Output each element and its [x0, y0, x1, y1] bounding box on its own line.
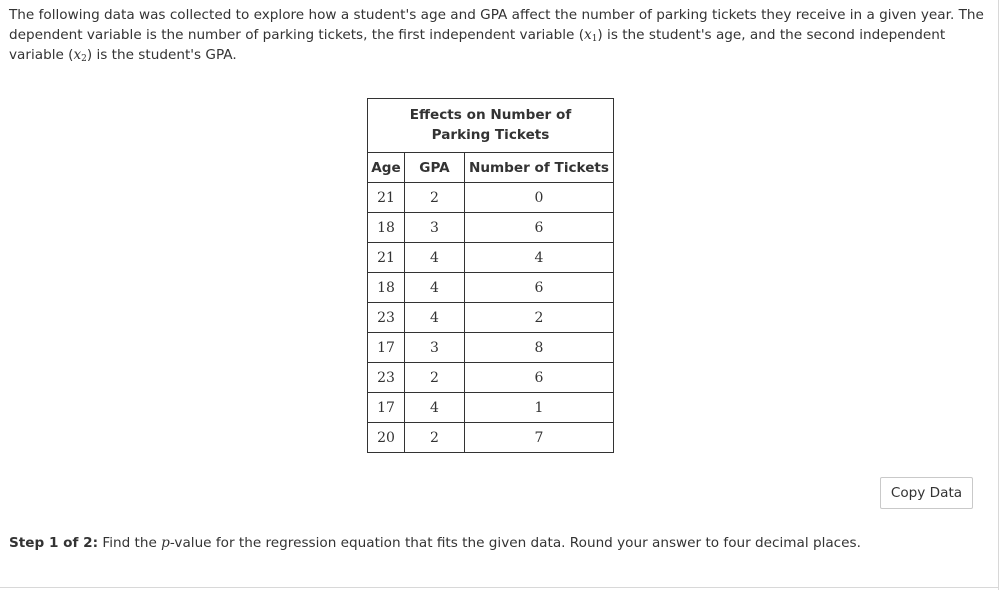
table-header-row	[368, 153, 614, 183]
cell-gpa: 2	[405, 183, 465, 213]
x2-variable: $x_2$	[73, 47, 87, 64]
step-text-after: -value for the regression equation that fits the given data. Round your answer to four decimal places.	[169, 535, 861, 551]
cell-age: 23	[368, 363, 405, 393]
table-row	[368, 213, 614, 243]
cell-tickets: 8	[465, 333, 614, 363]
cell-age: 18	[368, 213, 405, 243]
problem-intro	[9, 5, 989, 65]
intro-text-2: ) is the student's age, and the second independent variable (	[9, 27, 946, 63]
header-gpa: GPA	[405, 153, 465, 183]
cell-age: 17	[368, 333, 405, 363]
step-text-before: Find the	[98, 535, 162, 551]
cell-tickets: 6	[465, 213, 614, 243]
x1-variable: $x_1$	[584, 27, 598, 44]
cell-tickets: 7	[465, 423, 614, 453]
cell-age: 18	[368, 273, 405, 303]
data-table-container	[367, 98, 614, 453]
cell-gpa: 4	[405, 243, 465, 273]
cell-tickets: 2	[465, 303, 614, 333]
table-row	[368, 363, 614, 393]
table-row	[368, 393, 614, 423]
cell-age: 21	[368, 243, 405, 273]
header-age: Age	[368, 153, 405, 183]
cell-gpa: 4	[405, 273, 465, 303]
cell-age: 20	[368, 423, 405, 453]
p-symbol: p	[161, 535, 170, 551]
header-tickets: Number of Tickets	[465, 153, 614, 183]
table-row	[368, 273, 614, 303]
cell-age: 21	[368, 183, 405, 213]
table-row	[368, 333, 614, 363]
cell-gpa: 3	[405, 333, 465, 363]
cell-gpa: 2	[405, 423, 465, 453]
cell-tickets: 6	[465, 273, 614, 303]
cell-age: 23	[368, 303, 405, 333]
panel-bottom-border	[0, 587, 999, 588]
intro-text-1: The following data was collected to explore how a student's age and GPA affect the number of parking tickets they receive in a given year. The dependent variable is the number of parking tickets, the first independent variable (	[9, 7, 984, 43]
panel-right-border	[998, 0, 999, 590]
step-instruction	[9, 533, 861, 553]
intro-text-3: ) is the student's GPA.	[86, 47, 237, 63]
table-row	[368, 243, 614, 273]
cell-tickets: 0	[465, 183, 614, 213]
table-caption: Effects on Number of Parking Tickets	[367, 98, 614, 152]
cell-tickets: 4	[465, 243, 614, 273]
cell-gpa: 3	[405, 213, 465, 243]
cell-tickets: 1	[465, 393, 614, 423]
cell-gpa: 4	[405, 303, 465, 333]
table-row	[368, 183, 614, 213]
cell-gpa: 4	[405, 393, 465, 423]
copy-data-button[interactable]: Copy Data	[880, 477, 973, 509]
cell-tickets: 6	[465, 363, 614, 393]
step-label: Step 1 of 2:	[9, 535, 99, 551]
table-row	[368, 423, 614, 453]
cell-gpa: 2	[405, 363, 465, 393]
table-row	[368, 303, 614, 333]
cell-age: 17	[368, 393, 405, 423]
parking-tickets-table	[367, 98, 614, 453]
